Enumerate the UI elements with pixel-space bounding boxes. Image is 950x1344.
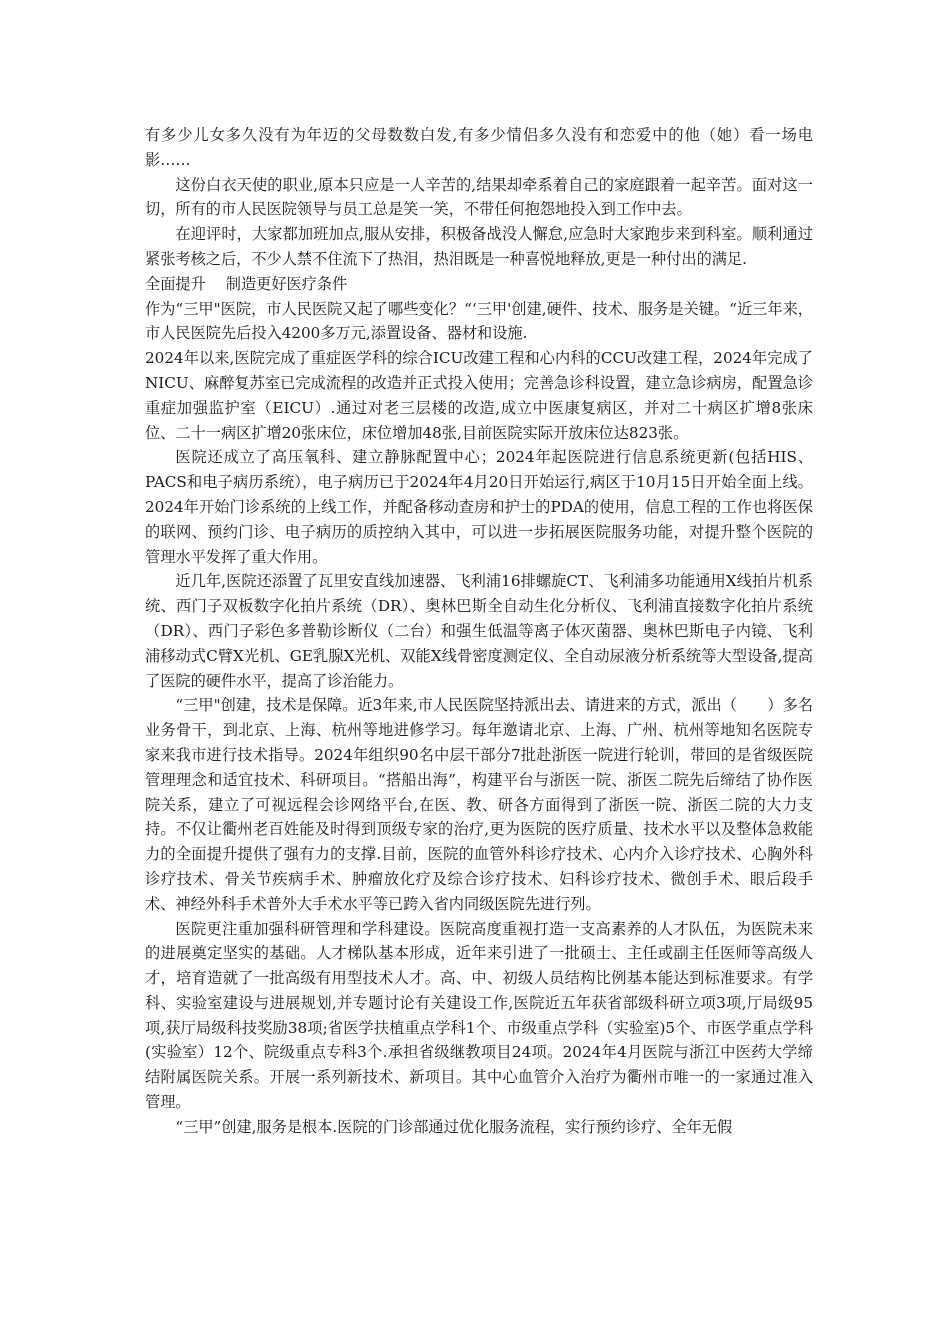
document-page xyxy=(145,123,813,1140)
paragraph-4: 作为“三甲"医院，市人民医院又起了哪些变化？“‘三甲'创建,硬件、技术、服务是关键。“近三年来，市人民医院先后投入4200多万元,添置设备、器材和设施. xyxy=(145,299,813,343)
section-heading-part2: 制造更好医疗条件 xyxy=(225,274,348,293)
paragraph-8: “三甲"创建，技术是保障。近3年来,市人民医院坚持派出去、请进来的方式，派出（ ）多名业务骨干，到北京、上海、杭州等地进修学习。每年邀请北京、上海、广州、杭州等地知名医院专家来我市进行技术指导。2024年组织90名中层干部分7批赴浙医一院进行轮训，带回的是省级医院管理理念和适宜技术、科研项目。“搭船出海”，构建平台与浙医一院、浙医二院先后缔结了协作医院关系，建立了可视远程会诊网络平台,在医、教、研各方面得到了浙医一院、浙医二院的大力支持。不仅让衢州老百姓能及时得到顶级专家的治疗,更为医院的医疗质量、技术水平以及整体急救能力的全面提升提供了强有力的支撑.目前，医院的血管外科诊疗技术、心内介入诊疗技术、心胸外科诊疗技术、骨关节疾病手术、肿瘤放化疗及综合诊疗技术、妇科诊疗技术、微创手术、眼后段手术、神经外科手术普外大手术水平等已跨入省内同级医院先进行列。 xyxy=(145,696,813,913)
paragraph-1: 有多少儿女多久没有为年迈的父母数数白发,有多少情侣多久没有和恋爱中的他（她）看一场电影…… xyxy=(145,126,813,169)
paragraph-2: 这份白衣天使的职业,原本只应是一人辛苦的,结果却牵系着自己的家庭跟着一起辛苦。面对这一切，所有的市人民医院领导与员工总是笑一笑，不带任何抱怨地投入到工作中去。 xyxy=(145,175,813,219)
paragraph-3: 在迎评时，大家都加班加点,服从安排，积极备战没人懈怠,应急时大家跑步来到科室。顺利通过紧张考核之后，不少人禁不住流下了热泪，热泪既是一种喜悦地释放,更是一种付出的满足. xyxy=(145,225,813,268)
paragraph-5: 2024年以来,医院完成了重症医学科的综合ICU改建工程和心内科的CCU改建工程，2024年完成了NICU、麻醉复苏室已完成流程的改造并正式投入使用；完善急诊科设置，建立急诊病房，配置急诊重症加强监护室（EICU）.通过对老三层楼的改造,成立中医康复病区，并对二十病区扩增8张床位、二十一病区扩增20张床位，床位增加48张,目前医院实际开放床位达823张。 xyxy=(145,349,813,442)
section-heading-part1: 全面提升 xyxy=(145,274,206,293)
paragraph-10: “三甲”创建,服务是根本.医院的门诊部通过优化服务流程，实行预约诊疗、全年无假 xyxy=(175,1117,733,1136)
paragraph-9: 医院更注重加强科研管理和学科建设。医院高度重视打造一支高素养的人才队伍，为医院未来的进展奠定坚实的基础。人才梯队基本形成，近年来引进了一批硕士、主任或副主任医师等高级人才，培育造就了一批高级有用型技术人才。高、中、初级人员结构比例基本能达到标准要求。有学科、实验室建设与进展规划,并专题讨论有关建设工作,医院近五年获省部级科研立项3项,厅局级95项,获厅局级科技奖励38项;省医学扶植重点学科1个、市级重点学科（实验室)5个、市医学重点学科(实验室）12个、院级重点专科3个.承担省级继教项目24项。2024年4月医院与浙江中医药大学缔结附属医院关系。开展一系列新技术、新项目。其中心血管介入治疗为衢州市唯一的一家通过准入管理。 xyxy=(145,919,813,1112)
section-heading xyxy=(145,272,813,297)
paragraph-6: 医院还成立了高压氧科、建立静脉配置中心；2024年起医院进行信息系统更新(包括HIS、PACS和电子病历系统），电子病历已于2024年4月20日开始运行,病区于10月15日开始全面上线。2024年开始门诊系统的上线工作，并配备移动查房和护士的PDA的使用，信息工程的工作也将医保的联网、预约门诊、电子病历的质控纳入其中，可以进一步拓展医院服务功能，对提升整个医院的管理水平发挥了重大作用。 xyxy=(145,448,813,566)
paragraph-7: 近几年,医院还添置了瓦里安直线加速器、飞利浦16排螺旋CT、飞利浦多功能通用X线拍片机系统、西门子双板数字化拍片系统（DR）、奥林巴斯全自动生化分析仪、飞利浦直接数字化拍片系统（DR）、西门子彩色多普勒诊断仪（二台）和强生低温等离子体灭菌器、奥林巴斯电子内镜、飞利浦移动式C臂X光机、GE乳腺X光机、双能X线骨密度测定仪、全自动尿液分析系统等大型设备,提高了医院的硬件水平，提高了诊治能力。 xyxy=(145,572,813,690)
